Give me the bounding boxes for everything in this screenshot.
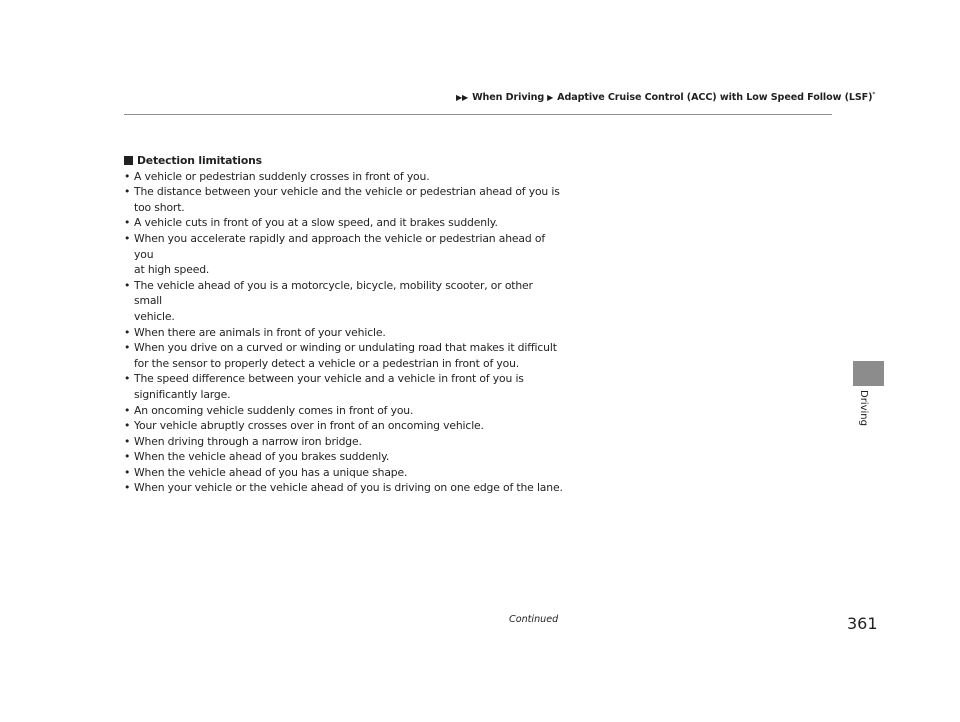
list-item-text: When there are animals in front of your vehicle. [134,325,386,339]
bullet-icon: • [124,278,131,292]
list-item-text: When you accelerate rapidly and approach the vehicle or pedestrian ahead of you at high speed. [134,231,545,277]
chapter-tab[interactable] [853,361,884,386]
continued-label: Continued [509,614,559,625]
page-number: 361 [847,614,878,633]
list-item-text: A vehicle or pedestrian suddenly crosses in front of you. [134,169,430,183]
bullet-icon: • [124,169,131,183]
list-item [124,480,564,496]
bullet-icon: • [124,216,131,230]
list-item-text: The vehicle ahead of you is a motorcycle, bicycle, mobility scooter, or other small vehicle. [134,278,533,323]
list-item [124,215,564,231]
list-item-text: When your vehicle or the vehicle ahead of you is driving on one edge of the lane. [134,481,563,495]
bullet-icon: • [124,372,131,386]
list-item [124,465,564,481]
bullet-icon: • [124,481,131,495]
bullet-icon: • [124,403,131,417]
list-item-text: The distance between your vehicle and the vehicle or pedestrian ahead of you is too short. [134,185,560,214]
bullet-icon: • [124,434,131,448]
list-item-text: An oncoming vehicle suddenly comes in front of you. [134,403,414,417]
detection-limitations-section [124,153,564,496]
list-item-text: When the vehicle ahead of you has a unique shape. [134,465,408,479]
breadcrumb-acc-lsf: Adaptive Cruise Control (ACC) with Low Speed Follow (LSF) [557,92,873,104]
limitations-list [124,169,564,496]
breadcrumb-arrow-icon: ▶ [547,93,554,103]
list-item [124,278,564,325]
breadcrumb-asterisk: * [872,91,876,98]
list-item [124,418,564,434]
list-item-text: A vehicle cuts in front of you at a slow speed, and it brakes suddenly. [134,216,498,230]
list-item [124,169,564,185]
bullet-icon: • [124,450,131,464]
section-heading-text: Detection limitations [137,154,262,167]
list-item [124,231,564,278]
bullet-icon: • [124,341,131,355]
breadcrumb-arrow-icon: ▶▶ [456,93,469,103]
section-heading [124,153,564,169]
list-item-text: The speed difference between your vehicle and a vehicle in front of you is significantly large. [134,372,524,401]
breadcrumb [456,91,875,103]
list-item [124,325,564,341]
list-item-text: When you drive on a curved or winding or undulating road that makes it difficult for the sensor to properly detect a vehicle or a pedestrian in front of you. [134,341,557,370]
bullet-icon: • [124,185,131,199]
bullet-icon: • [124,325,131,339]
list-item [124,184,564,215]
square-bullet-icon [124,156,133,165]
list-item [124,449,564,465]
bullet-icon: • [124,419,131,433]
list-item-text: Your vehicle abruptly crosses over in front of an oncoming vehicle. [134,419,484,433]
list-item [124,403,564,419]
bullet-icon: • [124,231,131,245]
chapter-tab-label: Driving [858,390,869,426]
list-item-text: When driving through a narrow iron bridge. [134,434,362,448]
list-item [124,340,564,371]
header-divider [124,114,832,115]
list-item [124,434,564,450]
list-item-text: When the vehicle ahead of you brakes suddenly. [134,450,390,464]
list-item [124,371,564,402]
bullet-icon: • [124,465,131,479]
breadcrumb-when-driving: When Driving [472,92,545,104]
